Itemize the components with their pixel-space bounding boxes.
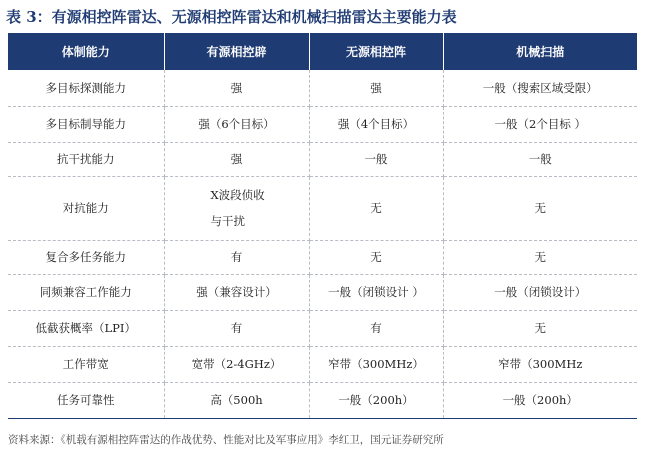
table-cell: 窄带（300MHz） [309,346,443,382]
table-cell: 强 [164,70,309,106]
table-cell: 窄带（300MHz [443,346,637,382]
header-cell: 无源相控阵 [309,33,443,70]
table-row [8,176,637,240]
row-label: 多目标探测能力 [8,70,164,106]
table-row [8,240,637,274]
table-cell: 无 [309,176,443,240]
table-cell: 一般（闭锁设计 ） [309,274,443,310]
table-cell: 有 [164,310,309,346]
table-row [8,274,637,310]
table-row [8,382,637,418]
table-cell: 一般（闭锁设计） [443,274,637,310]
header-cell: 体制能力 [8,33,164,70]
row-label: 低截获概率（LPI） [8,310,164,346]
header-row [8,33,637,70]
row-label: 同频兼容工作能力 [8,274,164,310]
capability-table [8,33,637,419]
table-cell: 无 [309,240,443,274]
row-label: 工作带宽 [8,346,164,382]
row-label: 对抗能力 [8,176,164,240]
table-row [8,142,637,176]
row-label: 任务可靠性 [8,382,164,418]
header-cell: 机械扫描 [443,33,637,70]
table-cell: 无 [443,176,637,240]
header-cell: 有源相控辟 [164,33,309,70]
table-cell: 一般 [443,142,637,176]
table-row [8,346,637,382]
table-cell: 一般（200h） [309,382,443,418]
table-cell: 强 [309,70,443,106]
source-note: 资料来源：《机载有源相控阵雷达的作战优势、性能对比及军事应用》李红卫，国元证券研究所 [8,434,444,446]
row-label: 复合多任务能力 [8,240,164,274]
table-cell: X波段侦收 与干扰 [164,176,309,240]
table-row [8,310,637,346]
table-row [8,70,637,106]
table-cell: 强（4个目标） [309,106,443,142]
table-cell: 强（6个目标） [164,106,309,142]
table-cell: 一般（搜索区域受限） [443,70,637,106]
table-cell: 无 [443,240,637,274]
table-row [8,106,637,142]
row-label: 抗干扰能力 [8,142,164,176]
table-cell: 一般（2个目标 ） [443,106,637,142]
table-cell: 宽带（2-4GHz） [164,346,309,382]
table-title: 表 3：有源相控阵雷达、无源相控阵雷达和机械扫描雷达主要能力表 [6,8,457,26]
table-cell: 一般（200h） [443,382,637,418]
table-cell: 无 [443,310,637,346]
table-cell: 有 [164,240,309,274]
table-cell: 高（500h [164,382,309,418]
table-cell: 强（兼容设计） [164,274,309,310]
table-cell: 强 [164,142,309,176]
table-cell: 一般 [309,142,443,176]
row-label: 多目标制导能力 [8,106,164,142]
table-cell: 有 [309,310,443,346]
